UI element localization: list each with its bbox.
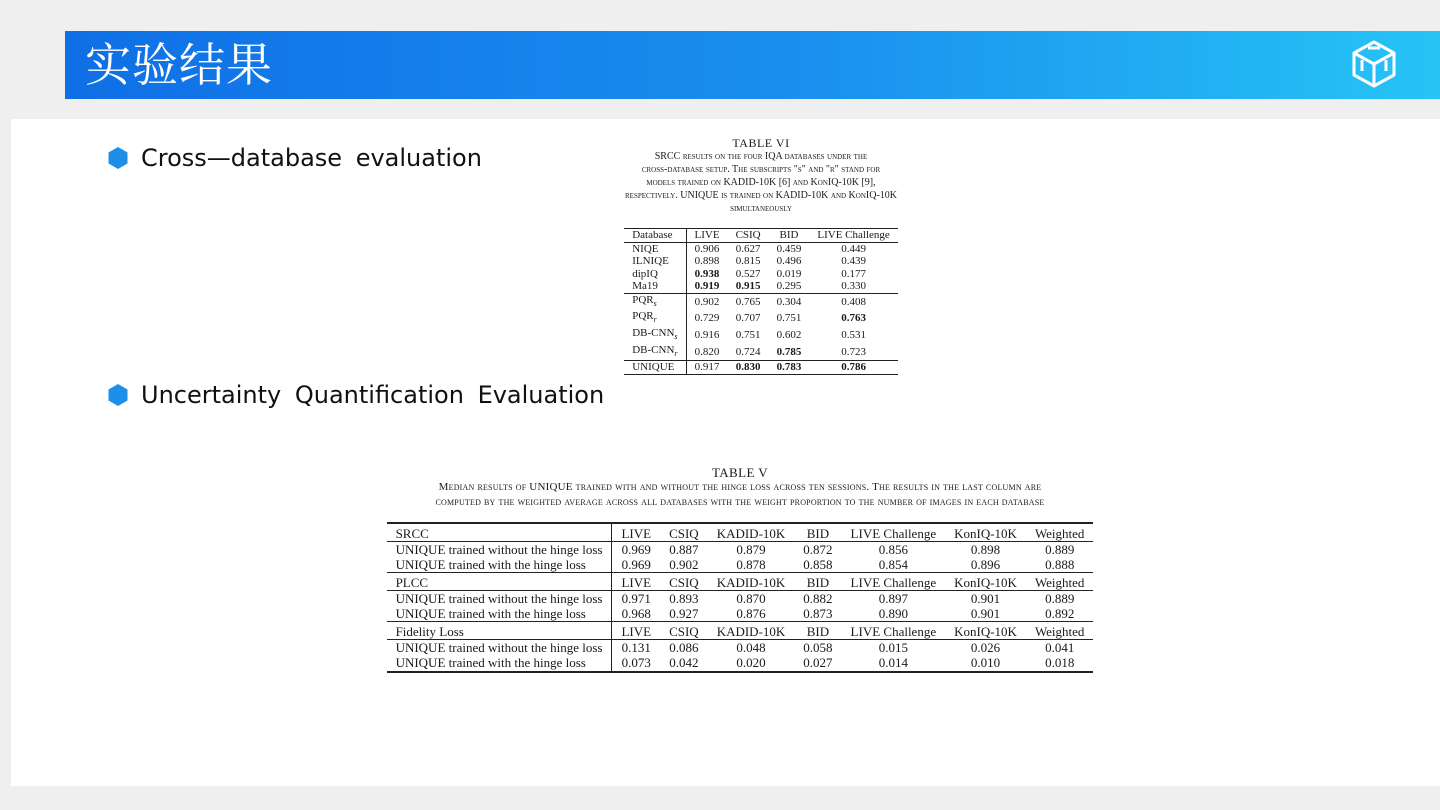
cell-value: 0.019 <box>776 267 802 280</box>
table-cell <box>769 327 810 344</box>
metric-header-row <box>387 573 1094 591</box>
table-cell <box>728 293 769 310</box>
column-header: KonIQ-10K <box>945 573 1026 591</box>
title-banner <box>65 31 1440 99</box>
column-header: LIVE Challenge <box>842 523 946 542</box>
cell-value: 0.177 <box>841 267 866 280</box>
table-cell: 0.876 <box>736 606 766 621</box>
method-name: NIQE <box>632 242 659 255</box>
table-cell: 0.927 <box>669 606 699 621</box>
row-label <box>624 255 686 268</box>
bullet-text: Uncertainty Quantification Evaluation <box>141 381 605 409</box>
cell-value: 0.459 <box>776 242 802 255</box>
cell-value: 0.304 <box>776 295 802 308</box>
cube-logo-icon <box>1348 38 1400 90</box>
table-cell <box>728 280 769 293</box>
table-row <box>624 310 898 327</box>
column-header: KonIQ-10K <box>945 622 1026 640</box>
method-subscript: s <box>653 298 657 308</box>
caption-line: cross-database setup. The subscripts "s" and "r" stand for <box>641 164 881 175</box>
row-label <box>624 268 686 281</box>
method-name: Ma19 <box>632 280 658 292</box>
row-label <box>624 280 686 293</box>
slide-content <box>11 119 1440 786</box>
table-cell <box>809 361 897 375</box>
cell-value: 0.723 <box>841 345 866 358</box>
table-row <box>387 542 1094 558</box>
table-cell: 0.893 <box>669 591 699 606</box>
column-header: LIVE Challenge <box>842 573 946 591</box>
cell-value: 0.898 <box>694 255 720 267</box>
table-cell <box>728 310 769 327</box>
caption-line: respectively. UNIQUE is trained on KADID-10K and KonIQ-10K <box>625 190 897 201</box>
cell-value: 0.906 <box>694 242 720 255</box>
method-name: PQR <box>632 293 654 306</box>
table-cell: 0.020 <box>708 655 795 672</box>
table-cell: 0.027 <box>794 655 841 672</box>
caption-line: simultaneously <box>730 203 792 214</box>
table-row <box>624 344 898 361</box>
table-cell <box>809 242 897 255</box>
method-subscript: r <box>674 348 678 358</box>
table-cell: 0.878 <box>736 557 766 572</box>
bullet-cross-database <box>108 144 482 172</box>
row-label: UNIQUE trained without the hinge loss <box>387 640 612 656</box>
row-label: UNIQUE trained with the hinge loss <box>387 606 612 622</box>
column-header: BID <box>794 573 841 591</box>
hinge-loss-results-table <box>387 522 1094 673</box>
bullet-text: Cross—database evaluation <box>141 144 482 172</box>
cell-value: 0.783 <box>776 361 802 374</box>
column-header: KADID-10K <box>708 622 795 640</box>
table-cell: 0.870 <box>736 591 766 606</box>
table-cell <box>769 344 810 361</box>
column-header: BID <box>794 523 841 542</box>
table-cell <box>769 310 810 327</box>
method-name: PQR <box>632 310 654 323</box>
table-cell <box>769 280 810 293</box>
row-label: UNIQUE trained without the hinge loss <box>387 542 612 558</box>
column-header: CSIQ <box>660 573 708 591</box>
caption-line: SRCC results on the four IQA databases under the <box>654 151 868 162</box>
column-header: LIVE Challenge <box>842 622 946 640</box>
table-cell <box>728 327 769 344</box>
table-cell: 0.897 <box>878 591 908 606</box>
caption-line: models trained on KADID-10K [6] and KonIQ-10K [9], <box>646 177 876 188</box>
table-cell <box>686 280 728 293</box>
cell-value: 0.830 <box>735 361 761 374</box>
table-cell <box>686 310 728 327</box>
table-cell: 0.887 <box>669 542 699 557</box>
column-header: LIVE Challenge <box>809 229 897 243</box>
method-subscript: s <box>674 332 678 342</box>
column-header: LIVE <box>612 523 660 542</box>
table-row <box>387 591 1094 607</box>
caption-line: computed by the weighted average across all databases with the weight proportion to the number of images in each database <box>435 496 1045 508</box>
table-cell: 0.086 <box>669 640 699 655</box>
table-v-caption <box>320 465 1160 510</box>
table-cell: 0.873 <box>803 606 833 621</box>
table-cell: 0.901 <box>970 606 1001 621</box>
table-cell: 0.896 <box>970 557 1001 572</box>
row-label <box>624 361 686 375</box>
row-label <box>624 310 686 327</box>
table-cell: 0.879 <box>736 542 766 557</box>
column-header: BID <box>769 229 810 243</box>
table-cell <box>809 268 897 281</box>
cell-value: 0.527 <box>735 267 761 280</box>
table-cell: 0.042 <box>660 655 708 672</box>
table-row <box>387 640 1094 656</box>
cell-value: 0.724 <box>735 345 761 358</box>
metric-label: PLCC <box>387 573 612 591</box>
cell-value: 0.330 <box>841 280 866 292</box>
table-cell: 0.971 <box>621 591 651 606</box>
column-header: Database <box>624 229 686 243</box>
table-cell: 0.892 <box>1045 606 1075 621</box>
table-cell <box>769 361 810 375</box>
method-name: DB-CNN <box>632 326 675 339</box>
table-cell: 0.969 <box>621 542 651 557</box>
table-cell: 0.026 <box>970 640 1001 655</box>
column-header: LIVE <box>612 622 660 640</box>
cell-value: 0.915 <box>735 280 761 292</box>
table-cell: 0.018 <box>1026 655 1094 672</box>
hexagon-bullet-icon <box>108 147 128 169</box>
table-cell <box>809 310 897 327</box>
table-cell: 0.015 <box>878 640 908 655</box>
table-cell: 0.889 <box>1045 542 1075 557</box>
table-row <box>624 293 898 310</box>
table-cell <box>728 361 769 375</box>
table-cell: 0.889 <box>1045 591 1075 606</box>
cell-value: 0.408 <box>841 295 866 308</box>
column-header: CSIQ <box>728 229 769 243</box>
table-row <box>624 255 898 268</box>
table-cell <box>809 293 897 310</box>
table-cell <box>728 344 769 361</box>
srcc-cross-database-table <box>624 228 898 375</box>
table-number: TABLE V <box>711 465 769 480</box>
cell-value: 0.707 <box>735 312 761 325</box>
metric-label: Fidelity Loss <box>387 622 612 640</box>
method-name: dipIQ <box>632 267 658 280</box>
column-header: LIVE <box>612 573 660 591</box>
table-row <box>387 606 1094 622</box>
table-cell: 0.901 <box>970 591 1001 606</box>
cell-value: 0.916 <box>694 328 720 341</box>
metric-header-row <box>387 622 1094 640</box>
table-cell: 0.968 <box>621 606 651 621</box>
cell-value: 0.902 <box>694 295 720 308</box>
table-row <box>624 280 898 293</box>
bullet-uncertainty <box>108 381 604 409</box>
table-row <box>624 361 898 375</box>
caption-line: Median results of UNIQUE trained with and without the hinge loss across ten sessions. The results in the last column are <box>438 481 1042 493</box>
table-cell <box>728 255 769 268</box>
table-cell <box>809 255 897 268</box>
cell-value: 0.919 <box>694 280 720 292</box>
table-cell: 0.856 <box>878 542 908 557</box>
row-label: UNIQUE trained without the hinge loss <box>387 591 612 607</box>
page-title: 实验结果 <box>85 38 273 92</box>
table-cell <box>686 242 728 255</box>
cell-value: 0.751 <box>735 328 761 341</box>
cell-value: 0.785 <box>776 345 802 358</box>
column-header: KADID-10K <box>708 573 795 591</box>
table-cell <box>809 344 897 361</box>
table-number: TABLE VI <box>732 136 790 150</box>
column-header: CSIQ <box>660 622 708 640</box>
table-cell <box>728 242 769 255</box>
table-cell: 0.902 <box>669 557 699 572</box>
column-header: BID <box>794 622 841 640</box>
method-name: ILNIQE <box>632 255 669 267</box>
cell-value: 0.531 <box>841 328 866 341</box>
table-cell: 0.872 <box>803 542 833 557</box>
table-row <box>624 242 898 255</box>
hexagon-bullet-icon <box>108 384 128 406</box>
table-row <box>387 655 1094 672</box>
table-cell <box>809 280 897 293</box>
table-cell: 0.014 <box>842 655 946 672</box>
table-vi-caption <box>571 137 951 215</box>
cell-value: 0.602 <box>776 328 802 341</box>
column-header: Weighted <box>1026 622 1094 640</box>
metric-header-row <box>387 523 1094 542</box>
row-label <box>624 293 686 310</box>
table-cell: 0.010 <box>945 655 1026 672</box>
table-cell: 0.041 <box>1045 640 1075 655</box>
table-cell: 0.073 <box>612 655 660 672</box>
row-label: UNIQUE trained with the hinge loss <box>387 655 612 672</box>
row-label <box>624 242 686 255</box>
table-cell: 0.058 <box>803 640 833 655</box>
table-v-figure <box>320 465 1160 673</box>
method-subscript: r <box>653 315 657 325</box>
table-cell: 0.858 <box>803 557 833 572</box>
cell-value: 0.496 <box>776 255 802 267</box>
table-row <box>624 268 898 281</box>
row-label <box>624 327 686 344</box>
table-cell <box>686 268 728 281</box>
cell-value: 0.938 <box>694 267 720 280</box>
method-name: UNIQUE <box>632 361 675 374</box>
table-row <box>624 327 898 344</box>
metric-label: SRCC <box>387 523 612 542</box>
table-cell <box>686 293 728 310</box>
cell-value: 0.751 <box>776 312 802 325</box>
cell-value: 0.815 <box>735 255 761 267</box>
cell-value: 0.439 <box>841 255 866 267</box>
row-label <box>624 344 686 361</box>
table-cell <box>769 268 810 281</box>
table-cell: 0.890 <box>878 606 908 621</box>
table-vi-figure <box>571 137 951 375</box>
table-cell <box>809 327 897 344</box>
column-header: CSIQ <box>660 523 708 542</box>
column-header: Weighted <box>1026 523 1094 542</box>
table-cell <box>769 242 810 255</box>
cell-value: 0.449 <box>841 242 866 255</box>
table-cell: 0.898 <box>970 542 1001 557</box>
table-header-row <box>624 229 898 243</box>
cell-value: 0.729 <box>694 312 720 325</box>
method-name: DB-CNN <box>632 343 675 356</box>
table-cell <box>728 268 769 281</box>
column-header: LIVE <box>686 229 728 243</box>
table-cell: 0.882 <box>803 591 833 606</box>
cell-value: 0.627 <box>735 242 761 255</box>
cell-value: 0.786 <box>841 361 866 374</box>
table-cell <box>769 255 810 268</box>
table-cell: 0.131 <box>621 640 651 655</box>
table-cell <box>769 293 810 310</box>
column-header: KonIQ-10K <box>945 523 1026 542</box>
cell-value: 0.763 <box>841 312 866 325</box>
cell-value: 0.295 <box>776 280 802 292</box>
table-cell <box>686 344 728 361</box>
column-header: KADID-10K <box>708 523 795 542</box>
table-row <box>387 557 1094 573</box>
table-cell: 0.854 <box>878 557 908 572</box>
table-cell <box>686 255 728 268</box>
table-cell <box>686 327 728 344</box>
cell-value: 0.917 <box>694 361 720 374</box>
table-cell: 0.048 <box>736 640 766 655</box>
table-cell: 0.888 <box>1045 557 1075 572</box>
cell-value: 0.765 <box>735 295 761 308</box>
table-cell: 0.969 <box>621 557 651 572</box>
row-label: UNIQUE trained with the hinge loss <box>387 557 612 573</box>
table-cell <box>686 361 728 375</box>
column-header: Weighted <box>1026 573 1094 591</box>
cell-value: 0.820 <box>694 345 720 358</box>
